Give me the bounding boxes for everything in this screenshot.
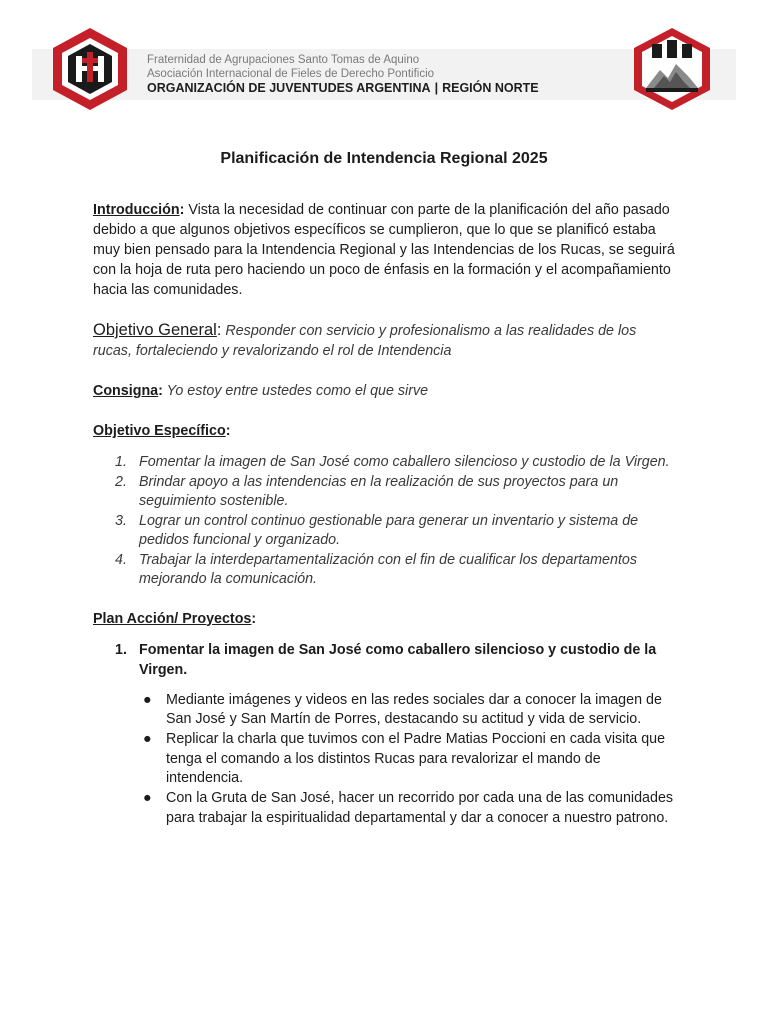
left-emblem-logo	[50, 26, 130, 112]
plan-item-text: Fomentar la imagen de San José como caballero silencioso y custodio de la Virgen.	[139, 641, 657, 678]
header-asociacion: Asociación Internacional de Fieles de Derecho Pontificio	[147, 67, 435, 80]
intro-paragraph	[93, 200, 678, 300]
header-org-name: ORGANIZACIÓN DE JUVENTUDES ARGENTINA	[147, 81, 431, 95]
consigna-paragraph	[93, 381, 678, 401]
intro-heading: Introducción	[93, 202, 180, 218]
objetivos-especificos-list	[93, 453, 678, 590]
objetivo-especifico-heading-line	[93, 421, 678, 441]
plan-colon: :	[251, 610, 257, 627]
consigna-heading: Consigna	[93, 383, 159, 399]
objetivo-especifico-heading: Objetivo Específico	[93, 423, 226, 439]
list-item-text: Trabajar la interdepartamentalización con el fin de cualificar los departamentos mejorando la comunicación.	[139, 551, 638, 587]
objetivo-general-heading: Objetivo General	[93, 321, 217, 339]
consigna-colon: :	[158, 383, 163, 399]
objetivo-especifico-colon: :	[225, 423, 231, 439]
list-number: 1.	[115, 454, 127, 470]
header-organizacion	[147, 81, 627, 96]
plan-heading-line	[93, 609, 678, 629]
list-number: 3.	[115, 512, 127, 529]
header-separator: |	[434, 81, 439, 95]
bullet-icon: ●	[143, 730, 152, 747]
list-number: 2.	[115, 473, 127, 490]
bullet-icon: ●	[143, 691, 152, 708]
intro-colon: :	[179, 202, 185, 218]
bullet-item	[93, 789, 678, 828]
plan-item-number: 1.	[115, 641, 127, 658]
document-title: Planificación de Intendencia Regional 2025	[220, 150, 548, 167]
list-item	[93, 453, 678, 473]
bullet-item	[93, 691, 678, 730]
header-fraternidad: Fraternidad de Agrupaciones Santo Tomas de Aquino	[147, 54, 420, 66]
header-region: REGIÓN NORTE	[442, 81, 539, 95]
document-body	[93, 200, 678, 828]
bullet-item	[93, 730, 678, 789]
plan-bullet-list	[93, 691, 678, 829]
objetivo-general-paragraph	[93, 320, 678, 361]
header-text-block	[147, 54, 627, 96]
plan-item-1	[93, 640, 678, 680]
bullet-text: Replicar la charla que tuvimos con el Padre Matias Poccioni en cada visita que tenga el comando a los distintos Rucas para revalorizar el mando de intendencia.	[166, 730, 666, 787]
objetivo-general-colon: :	[216, 321, 222, 339]
list-item-text: Brindar apoyo a las intendencias en la realización de sus proyectos para un seguimiento sostenible.	[139, 473, 619, 509]
right-emblem-logo	[630, 26, 714, 112]
list-item	[93, 551, 678, 590]
intro-text: Vista la necesidad de continuar con parte de la planificación del año pasado debido a que algunos objetivos específicos se cumplieron, que lo que se planificó estaba muy bien pensado para la Intendencia Regional y las Intendencias de los Rucas, se seguirá con la hoja de ruta pero haciendo un poco de énfasis en la formación y el acompañamiento hacia las comunidades.	[93, 202, 675, 298]
bullet-text: Con la Gruta de San José, hacer un recorrido por cada una de las comunidades para trabajar la espiritualidad departamental y dar a conocer a nuestro patrono.	[166, 790, 674, 826]
list-item	[93, 512, 678, 551]
bullet-text: Mediante imágenes y videos en las redes sociales dar a conocer la imagen de San José y San Martín de Porres, destacando su actitud y vida de servicio.	[166, 691, 662, 728]
list-number: 4.	[115, 551, 127, 568]
plan-heading: Plan Acción/ Proyectos	[93, 610, 252, 627]
list-item-text: Lograr un control continuo gestionable para generar un inventario y sistema de pedidos funcional y organizado.	[139, 512, 639, 548]
bullet-icon: ●	[143, 790, 152, 807]
objetivo-general-text: Responder con servicio y profesionalismo a las realidades de los rucas, fortaleciendo y revalorizando el rol de Intendencia	[93, 323, 637, 359]
list-item-text: Fomentar la imagen de San José como caballero silencioso y custodio de la Virgen.	[139, 454, 670, 470]
list-item	[93, 473, 678, 512]
consigna-text: Yo estoy entre ustedes como el que sirve	[162, 383, 429, 399]
